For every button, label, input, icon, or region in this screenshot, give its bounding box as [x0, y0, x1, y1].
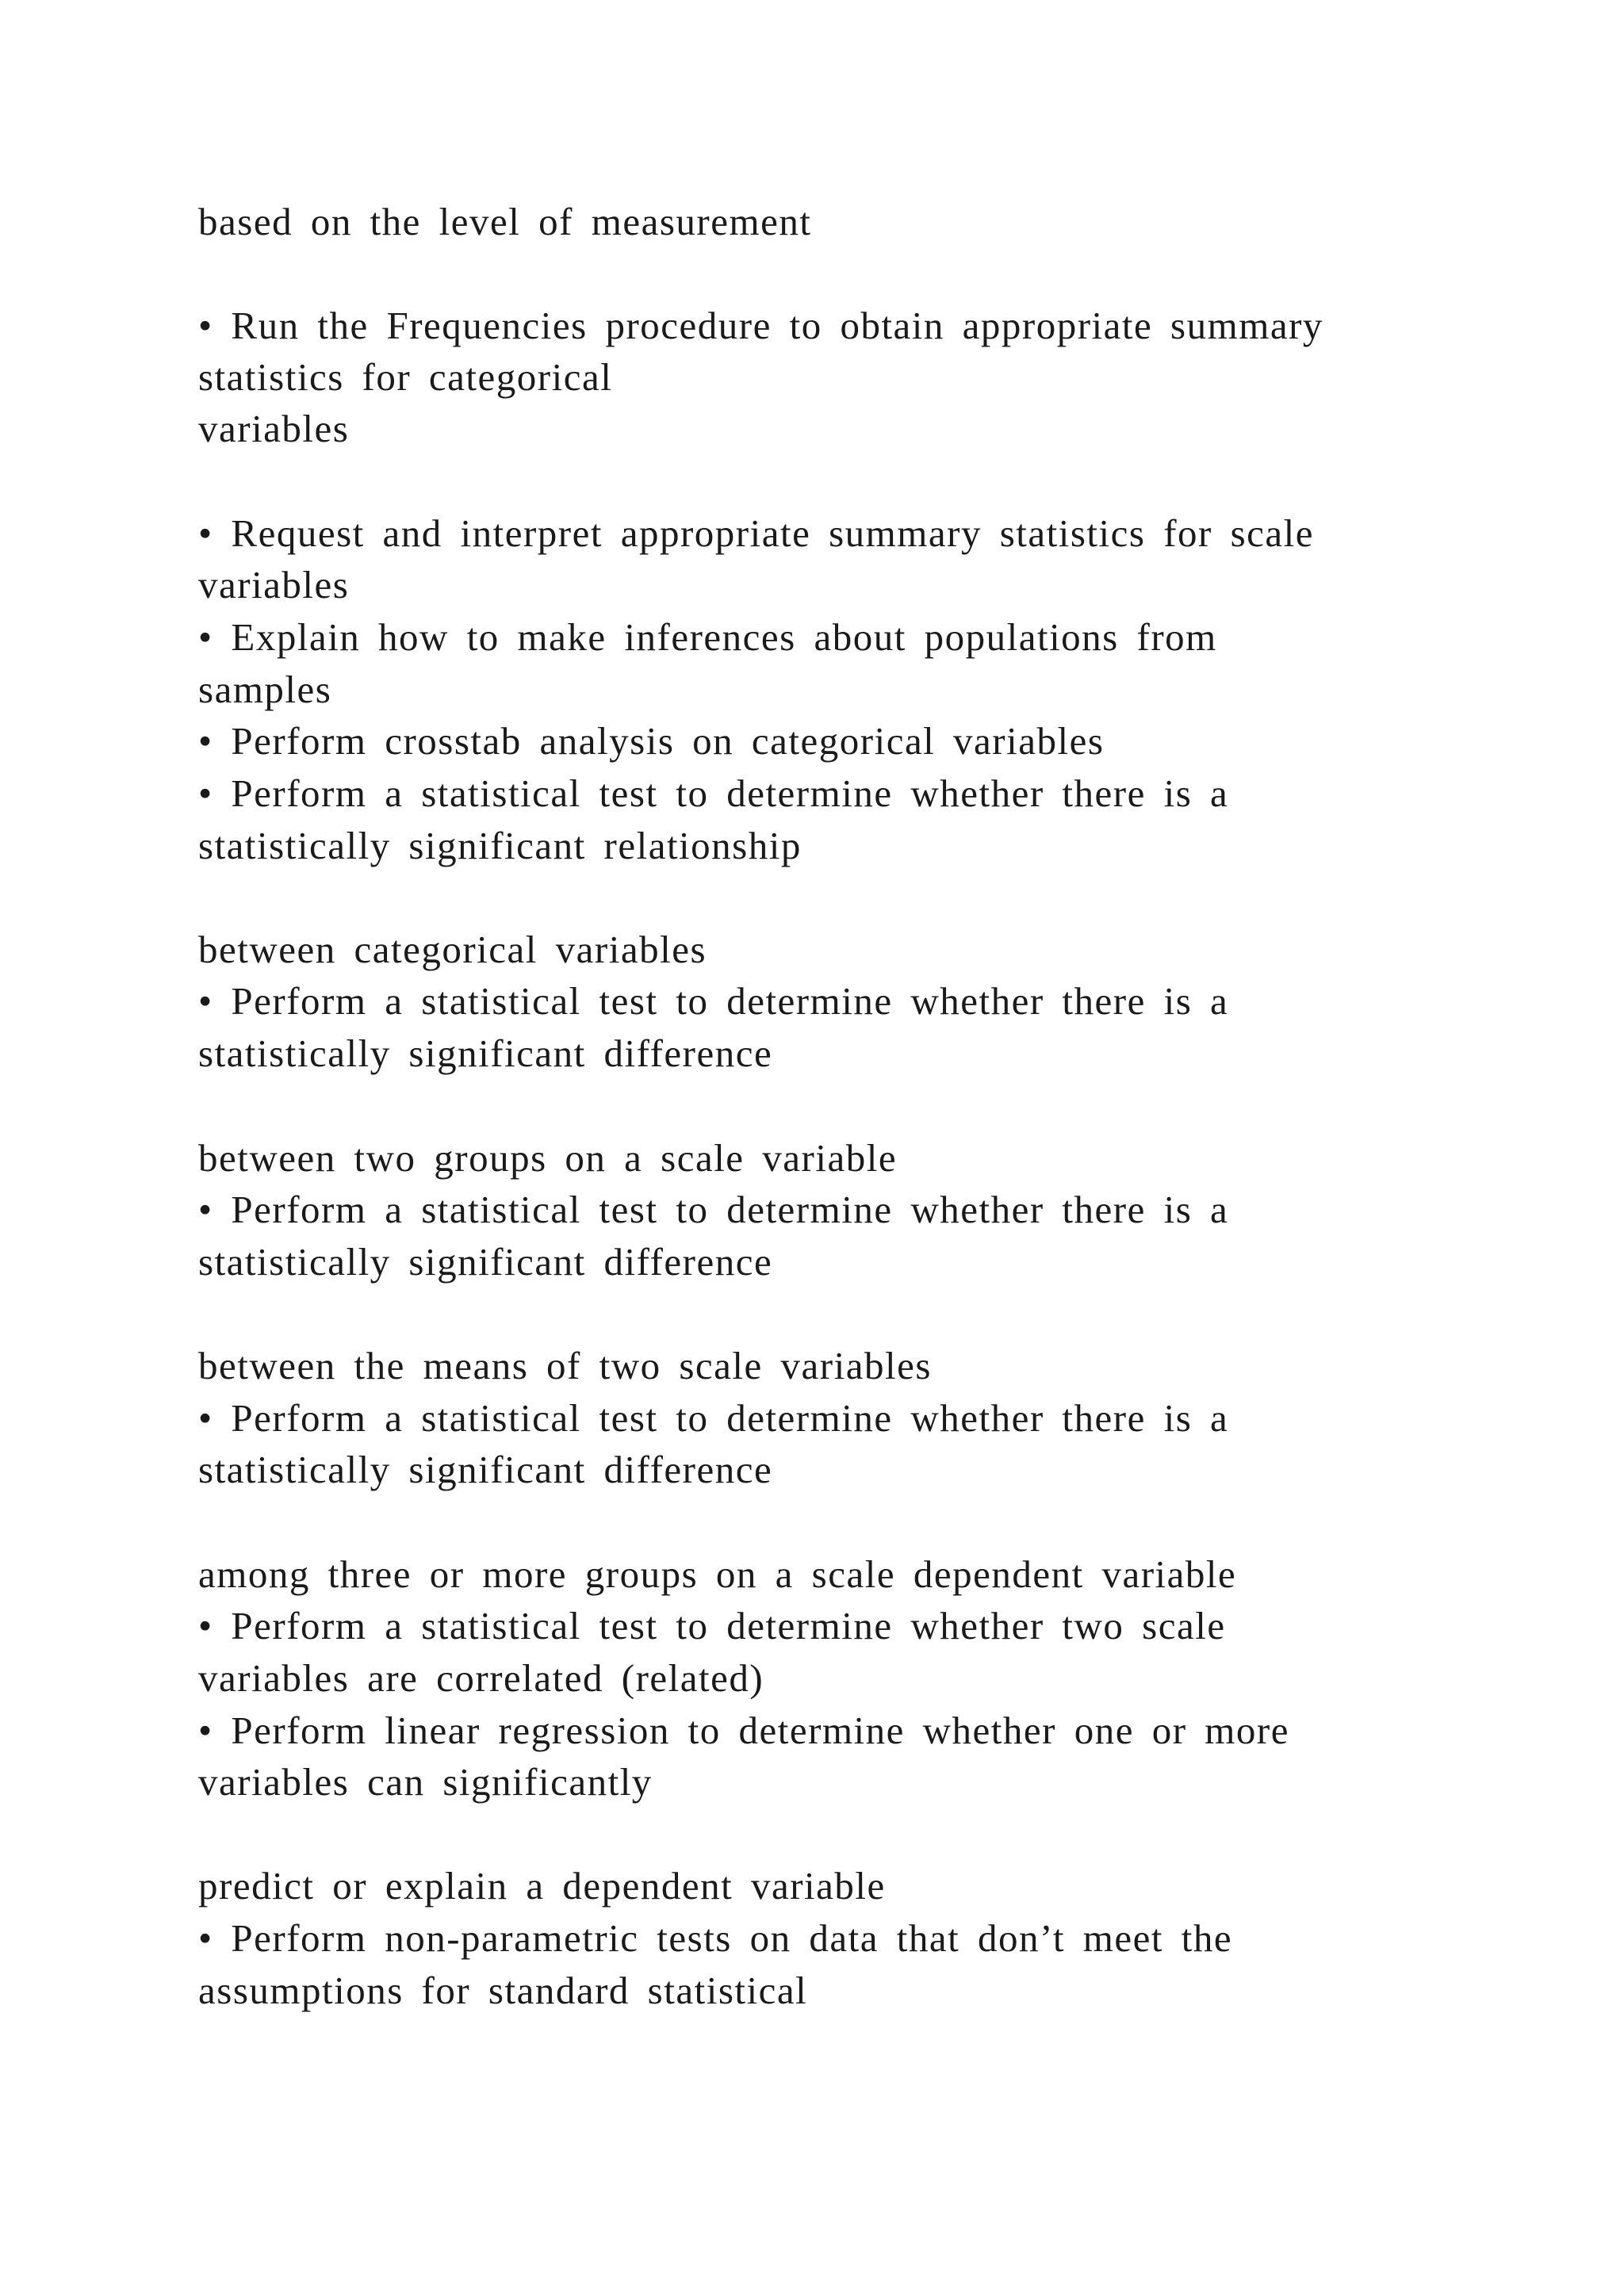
bullet-item: • Perform a statistical test to determine whether there is a: [198, 1188, 1229, 1231]
text-line: between two groups on a scale variable: [198, 1136, 898, 1180]
text-line: predict or explain a dependent variable: [198, 1864, 886, 1908]
text-line: statistically significant difference: [198, 1448, 773, 1491]
bullet-item: • Request and interpret appropriate summary statistics for scale: [198, 511, 1315, 555]
text-line: statistically significant difference: [198, 1031, 773, 1075]
text-line: statistics for categorical: [198, 355, 613, 399]
text-line: variables: [198, 563, 350, 607]
text-line: variables are correlated (related): [198, 1656, 764, 1700]
bullet-item: • Run the Frequencies procedure to obtain appropriate summary: [198, 304, 1323, 347]
text-line: variables: [198, 407, 350, 450]
bullet-item: • Perform non-parametric tests on data that don’t meet the: [198, 1916, 1233, 1960]
text-line: statistically significant difference: [198, 1240, 773, 1284]
bullet-item: • Perform linear regression to determine whether one or more: [198, 1709, 1289, 1752]
bullet-item: • Perform crosstab analysis on categorical variables: [198, 719, 1105, 763]
text-line: assumptions for standard statistical: [198, 1969, 808, 2012]
bullet-item: • Perform a statistical test to determine whether there is a: [198, 1396, 1229, 1440]
bullet-item: • Perform a statistical test to determine whether two scale: [198, 1604, 1226, 1647]
text-line: among three or more groups on a scale dependent variable: [198, 1552, 1237, 1596]
bullet-item: • Explain how to make inferences about populations from: [198, 615, 1217, 659]
text-line: between categorical variables: [198, 928, 707, 971]
text-line: variables can significantly: [198, 1760, 653, 1804]
text-line: samples: [198, 668, 332, 711]
text-line: based on the level of measurement: [198, 200, 812, 243]
text-line: statistically significant relationship: [198, 824, 802, 867]
bullet-item: • Perform a statistical test to determine whether there is a: [198, 771, 1229, 815]
bullet-item: • Perform a statistical test to determine whether there is a: [198, 979, 1229, 1023]
text-line: between the means of two scale variables: [198, 1344, 932, 1387]
